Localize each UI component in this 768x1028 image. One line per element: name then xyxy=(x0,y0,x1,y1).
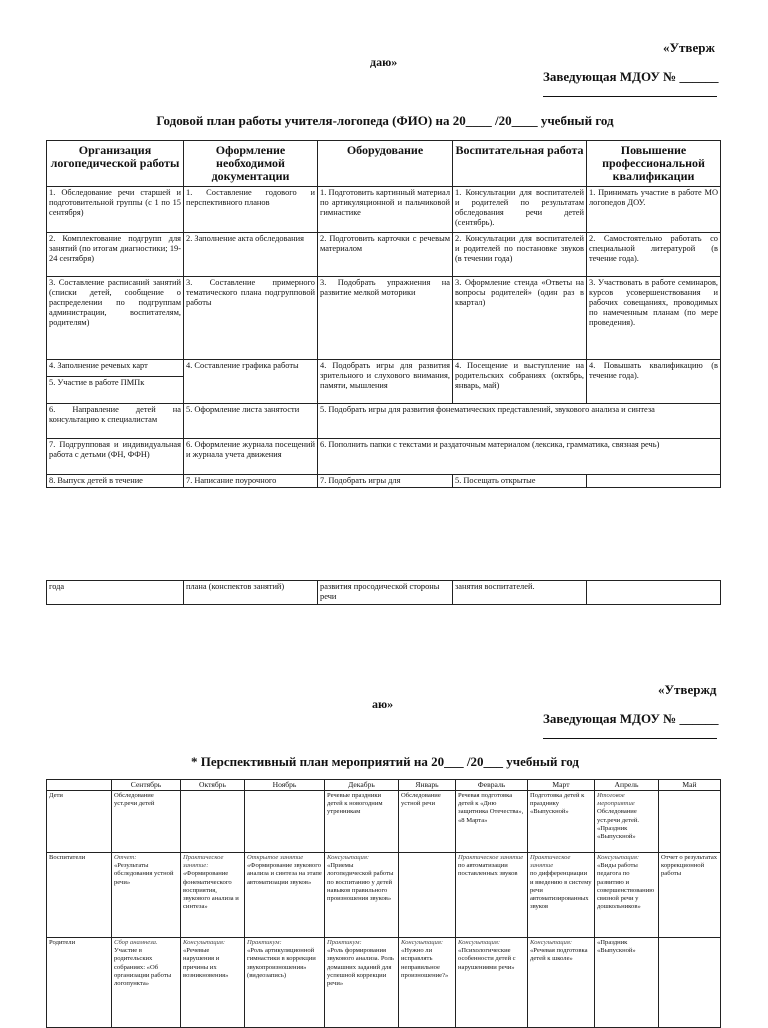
event-type: Консультация: xyxy=(401,939,444,946)
table-row xyxy=(47,581,721,605)
table-cell xyxy=(112,791,181,853)
table-cell: занятия воспитателей. xyxy=(453,581,587,605)
row-label: Дети xyxy=(47,791,112,853)
event-text: «Психологические особенности детей с нарушениями речи» xyxy=(458,947,516,971)
table-cell xyxy=(325,938,399,1028)
event-text: Обследование устной речи xyxy=(401,792,441,808)
table-cell: 3. Участвовать в работе семинаров, курсов усовершенствования и рабочих совещаниях, проводимых по намеченным планам (по мере проведения). xyxy=(587,277,721,360)
table-cell xyxy=(528,791,595,853)
month-header: Апрель xyxy=(595,780,659,791)
table-cell: 1. Консультации для воспитателей и родителей по результатам обследования речи детей (сентябрь). xyxy=(453,187,587,233)
event-text: Отчет о результатах коррекционной работы xyxy=(661,854,718,878)
table-cell: развития просодической стороны речи xyxy=(318,581,453,605)
month-header: Октябрь xyxy=(181,780,245,791)
table-cell xyxy=(659,791,721,853)
event-type: Итоговое мероприятие xyxy=(597,792,635,808)
table-cell: 4. Повышать квалификацию (в течение года). xyxy=(587,360,721,404)
table-row xyxy=(47,277,721,360)
event-text: Обследование уст.речи детей. «Праздник «Выпускной» xyxy=(597,808,640,841)
table-cell: 1. Обследование речи старшей и подготовительной группы (с 1 по 15 сентября) xyxy=(47,187,184,233)
month-header: Май xyxy=(659,780,721,791)
event-type: Практическое занятие: xyxy=(183,854,224,870)
event-type: Практическое занятие xyxy=(530,854,571,870)
table-cell: 4. Составление графика работы xyxy=(184,360,318,404)
month-header: Февраль xyxy=(456,780,528,791)
table-header-row xyxy=(47,780,721,791)
event-text: Участие в родительских собраниях: «Об организации работы логопункта» xyxy=(114,947,172,988)
event-type: Сбор анамнеза. xyxy=(114,939,158,946)
month-header: Январь xyxy=(399,780,456,791)
table-cell: 5. Посещать открытые xyxy=(453,475,587,488)
table-row xyxy=(47,360,721,404)
table-cell: года xyxy=(47,581,184,605)
table-cell: 1. Принимать участие в работе МО логопедов ДОУ. xyxy=(587,187,721,233)
page-title: Годовой план работы учителя-логопеда (ФИО) на 20____ /20____ учебный год xyxy=(156,113,614,128)
table-cell: 8. Выпуск детей в течение xyxy=(47,475,184,488)
approve-wrap-2: аю» xyxy=(372,697,394,711)
event-type: Консультация: xyxy=(458,939,501,946)
table-cell xyxy=(325,853,399,938)
approve-wrap: даю» xyxy=(370,55,398,69)
table-cell: 3. Оформление стенда «Ответы на вопросы родителей» (один раз в квартал) xyxy=(453,277,587,360)
table-cell: 7. Подгрупповая и индивидуальная работа с детьми (ФН, ФФН) xyxy=(47,439,184,475)
table-cell: 6. Пополнить папки с текстами и раздаточным материалом (лексика, грамматика, связная речь) xyxy=(318,439,721,475)
event-type: Отчет: xyxy=(114,854,137,861)
table-cell: плана (конспектов занятий) xyxy=(184,581,318,605)
table-cell xyxy=(399,938,456,1028)
table-cell: 3. Составление расписаний занятий (списки детей, сообщение о распределении по подгруппам администрации, воспитателям, родителям) xyxy=(47,277,184,360)
month-header: Ноябрь xyxy=(245,780,325,791)
table-cell xyxy=(245,853,325,938)
table-cell: 2. Самостоятельно работать со специальной литературой (в течение года). xyxy=(587,233,721,277)
table-row xyxy=(47,187,721,233)
event-text: «Роль формирования звукового анализа. Роль домашних заданий для успешной коррекции речи» xyxy=(327,947,394,988)
table-cell: 3. Составление примерного тематического плана подгрупповой работы xyxy=(184,277,318,360)
table-cell: 6. Направление детей на консультацию к специалистам xyxy=(47,404,184,439)
month-header: Март xyxy=(528,780,595,791)
event-text: «Роль артикуляционной гимнастики в коррекции звукопроизношения» (видеозапись) xyxy=(247,947,316,979)
col-header: Оборудование xyxy=(318,141,453,187)
annual-plan-table-continuation xyxy=(46,580,721,605)
table-cell: 4. Подобрать игры для развития зрительного и слухового внимания, памяти, мышления xyxy=(318,360,453,404)
event-type: Консультация: xyxy=(530,939,573,946)
event-type: Консультация: xyxy=(183,939,226,946)
table-row xyxy=(47,791,721,853)
table-cell xyxy=(112,853,181,938)
event-text: «Формирование звукового анализа и синтеза на этапе автоматизации звуков» xyxy=(247,862,322,886)
table-cell xyxy=(659,938,721,1028)
table-cell xyxy=(181,853,245,938)
event-text: Обследование уст.речи детей xyxy=(114,792,155,808)
event-text: по автоматизации поставленных звуков xyxy=(458,862,518,878)
table-cell xyxy=(399,791,456,853)
table-cell xyxy=(245,791,325,853)
table-row xyxy=(47,404,721,439)
event-text: по дифференциации и введению в систему речи автоматизированных звуков xyxy=(530,870,592,911)
table-cell xyxy=(456,791,528,853)
table-cell xyxy=(528,938,595,1028)
table-cell xyxy=(399,853,456,938)
annual-plan-table xyxy=(46,140,721,488)
event-type: Практическое занятие xyxy=(458,854,524,861)
month-header: Декабрь xyxy=(325,780,399,791)
table-cell: 2. Комплектование подгрупп для занятий (по итогам диагностики; 19-24 сентября) xyxy=(47,233,184,277)
row-label: Родители xyxy=(47,938,112,1028)
event-text: «Речевая подготовка детей к школе» xyxy=(530,947,588,963)
sub-cell: 4. Заполнение речевых карт xyxy=(47,360,183,377)
table-row xyxy=(47,475,721,488)
col-header: Повышение профессиональной квалификации xyxy=(587,141,721,187)
event-text: «Нужно ли исправлять неправильное произношение?» xyxy=(401,947,449,979)
table-cell: 7. Написание поурочного xyxy=(184,475,318,488)
approve-title: «Утверж xyxy=(663,40,715,55)
table-cell xyxy=(587,581,721,605)
sub-cell: 5. Участие в работе ПМПк xyxy=(49,378,145,387)
table-cell: 1. Подготовить картинный материал по артикуляционной и пальчиковой гимнастике xyxy=(318,187,453,233)
table-cell xyxy=(456,853,528,938)
table-cell: 2. Подготовить карточки с речевым материалом xyxy=(318,233,453,277)
event-text: Подготовка детей к празднику «Выпускной» xyxy=(530,792,585,816)
table-cell: 3. Подобрать упражнения на развитие мелкой моторики xyxy=(318,277,453,360)
table-row xyxy=(47,233,721,277)
table-header-row xyxy=(47,141,721,187)
table-cell: 6. Оформление журнала посещений и журнала учета движения xyxy=(184,439,318,475)
table-cell: 4. Посещение и выступление на родительских собраниях (октябрь, январь, май) xyxy=(453,360,587,404)
event-type: Консультация: xyxy=(327,854,370,861)
table-cell: 5. Подобрать игры для развития фонематических представлений, звукового анализа и синтеза xyxy=(318,404,721,439)
col-header: Воспитательная работа xyxy=(453,141,587,187)
event-text: «Виды работы педагога по развитию и совершенствованию связной речи у дошкольников» xyxy=(597,862,655,911)
table-cell xyxy=(112,938,181,1028)
table-cell: 5. Оформление листа занятости xyxy=(184,404,318,439)
table-cell xyxy=(47,360,184,404)
corner-cell xyxy=(47,780,112,791)
signature-line-2 xyxy=(543,738,717,739)
event-text: Речевая подготовка детей к «Дню защитника Отечества», «8 Марта» xyxy=(458,792,524,824)
event-text: Речевые праздники детей к новогодним утренникам xyxy=(327,792,383,816)
table-cell xyxy=(181,938,245,1028)
table-cell xyxy=(325,791,399,853)
page-title-2: * Перспективный план мероприятий на 20___ /20___ учебный год xyxy=(190,754,579,769)
perspective-plan-table xyxy=(46,779,721,1028)
event-type: Практикум: xyxy=(327,939,362,946)
table-cell xyxy=(245,938,325,1028)
signature-line xyxy=(543,96,717,97)
event-text: «Праздник «Выпускной» xyxy=(597,939,636,955)
col-header: Организация логопедической работы xyxy=(47,141,184,187)
event-type: Практикум: xyxy=(247,939,282,946)
head-label-2: Заведующая МДОУ № ______ xyxy=(543,711,719,726)
table-cell xyxy=(595,938,659,1028)
month-header: Сентябрь xyxy=(112,780,181,791)
table-cell xyxy=(587,475,721,488)
head-label: Заведующая МДОУ № ______ xyxy=(543,69,719,84)
table-cell xyxy=(528,853,595,938)
table-cell: 2. Консультации для воспитателей и родителей по постановке звуков (в течении года) xyxy=(453,233,587,277)
table-row xyxy=(47,853,721,938)
table-row xyxy=(47,938,721,1028)
event-text: «Формирование фонематического восприятия, звукового анализа и синтеза» xyxy=(183,870,239,911)
event-type: Консультация: xyxy=(597,854,640,861)
table-cell xyxy=(456,938,528,1028)
table-cell: 7. Подобрать игры для xyxy=(318,475,453,488)
table-cell: 1. Составление годового и перспективного планов xyxy=(184,187,318,233)
table-cell xyxy=(595,853,659,938)
event-text: «Результаты обследования устной речи» xyxy=(114,862,174,886)
table-cell: 2. Заполнение акта обследования xyxy=(184,233,318,277)
table-row xyxy=(47,439,721,475)
event-text: «Приемы логопедической работы по воспитанию у детей навыков правильного произношения звуков» xyxy=(327,862,394,903)
table-cell xyxy=(181,791,245,853)
approve-title-2: «Утвержд xyxy=(658,682,717,697)
event-type: Открытое занятие xyxy=(247,854,304,861)
event-text: «Речевые нарушения и причины их возникновения» xyxy=(183,947,229,979)
table-cell xyxy=(659,853,721,938)
col-header: Оформление необходимой документации xyxy=(184,141,318,187)
row-label: Воспитатели xyxy=(47,853,112,938)
table-cell xyxy=(595,791,659,853)
